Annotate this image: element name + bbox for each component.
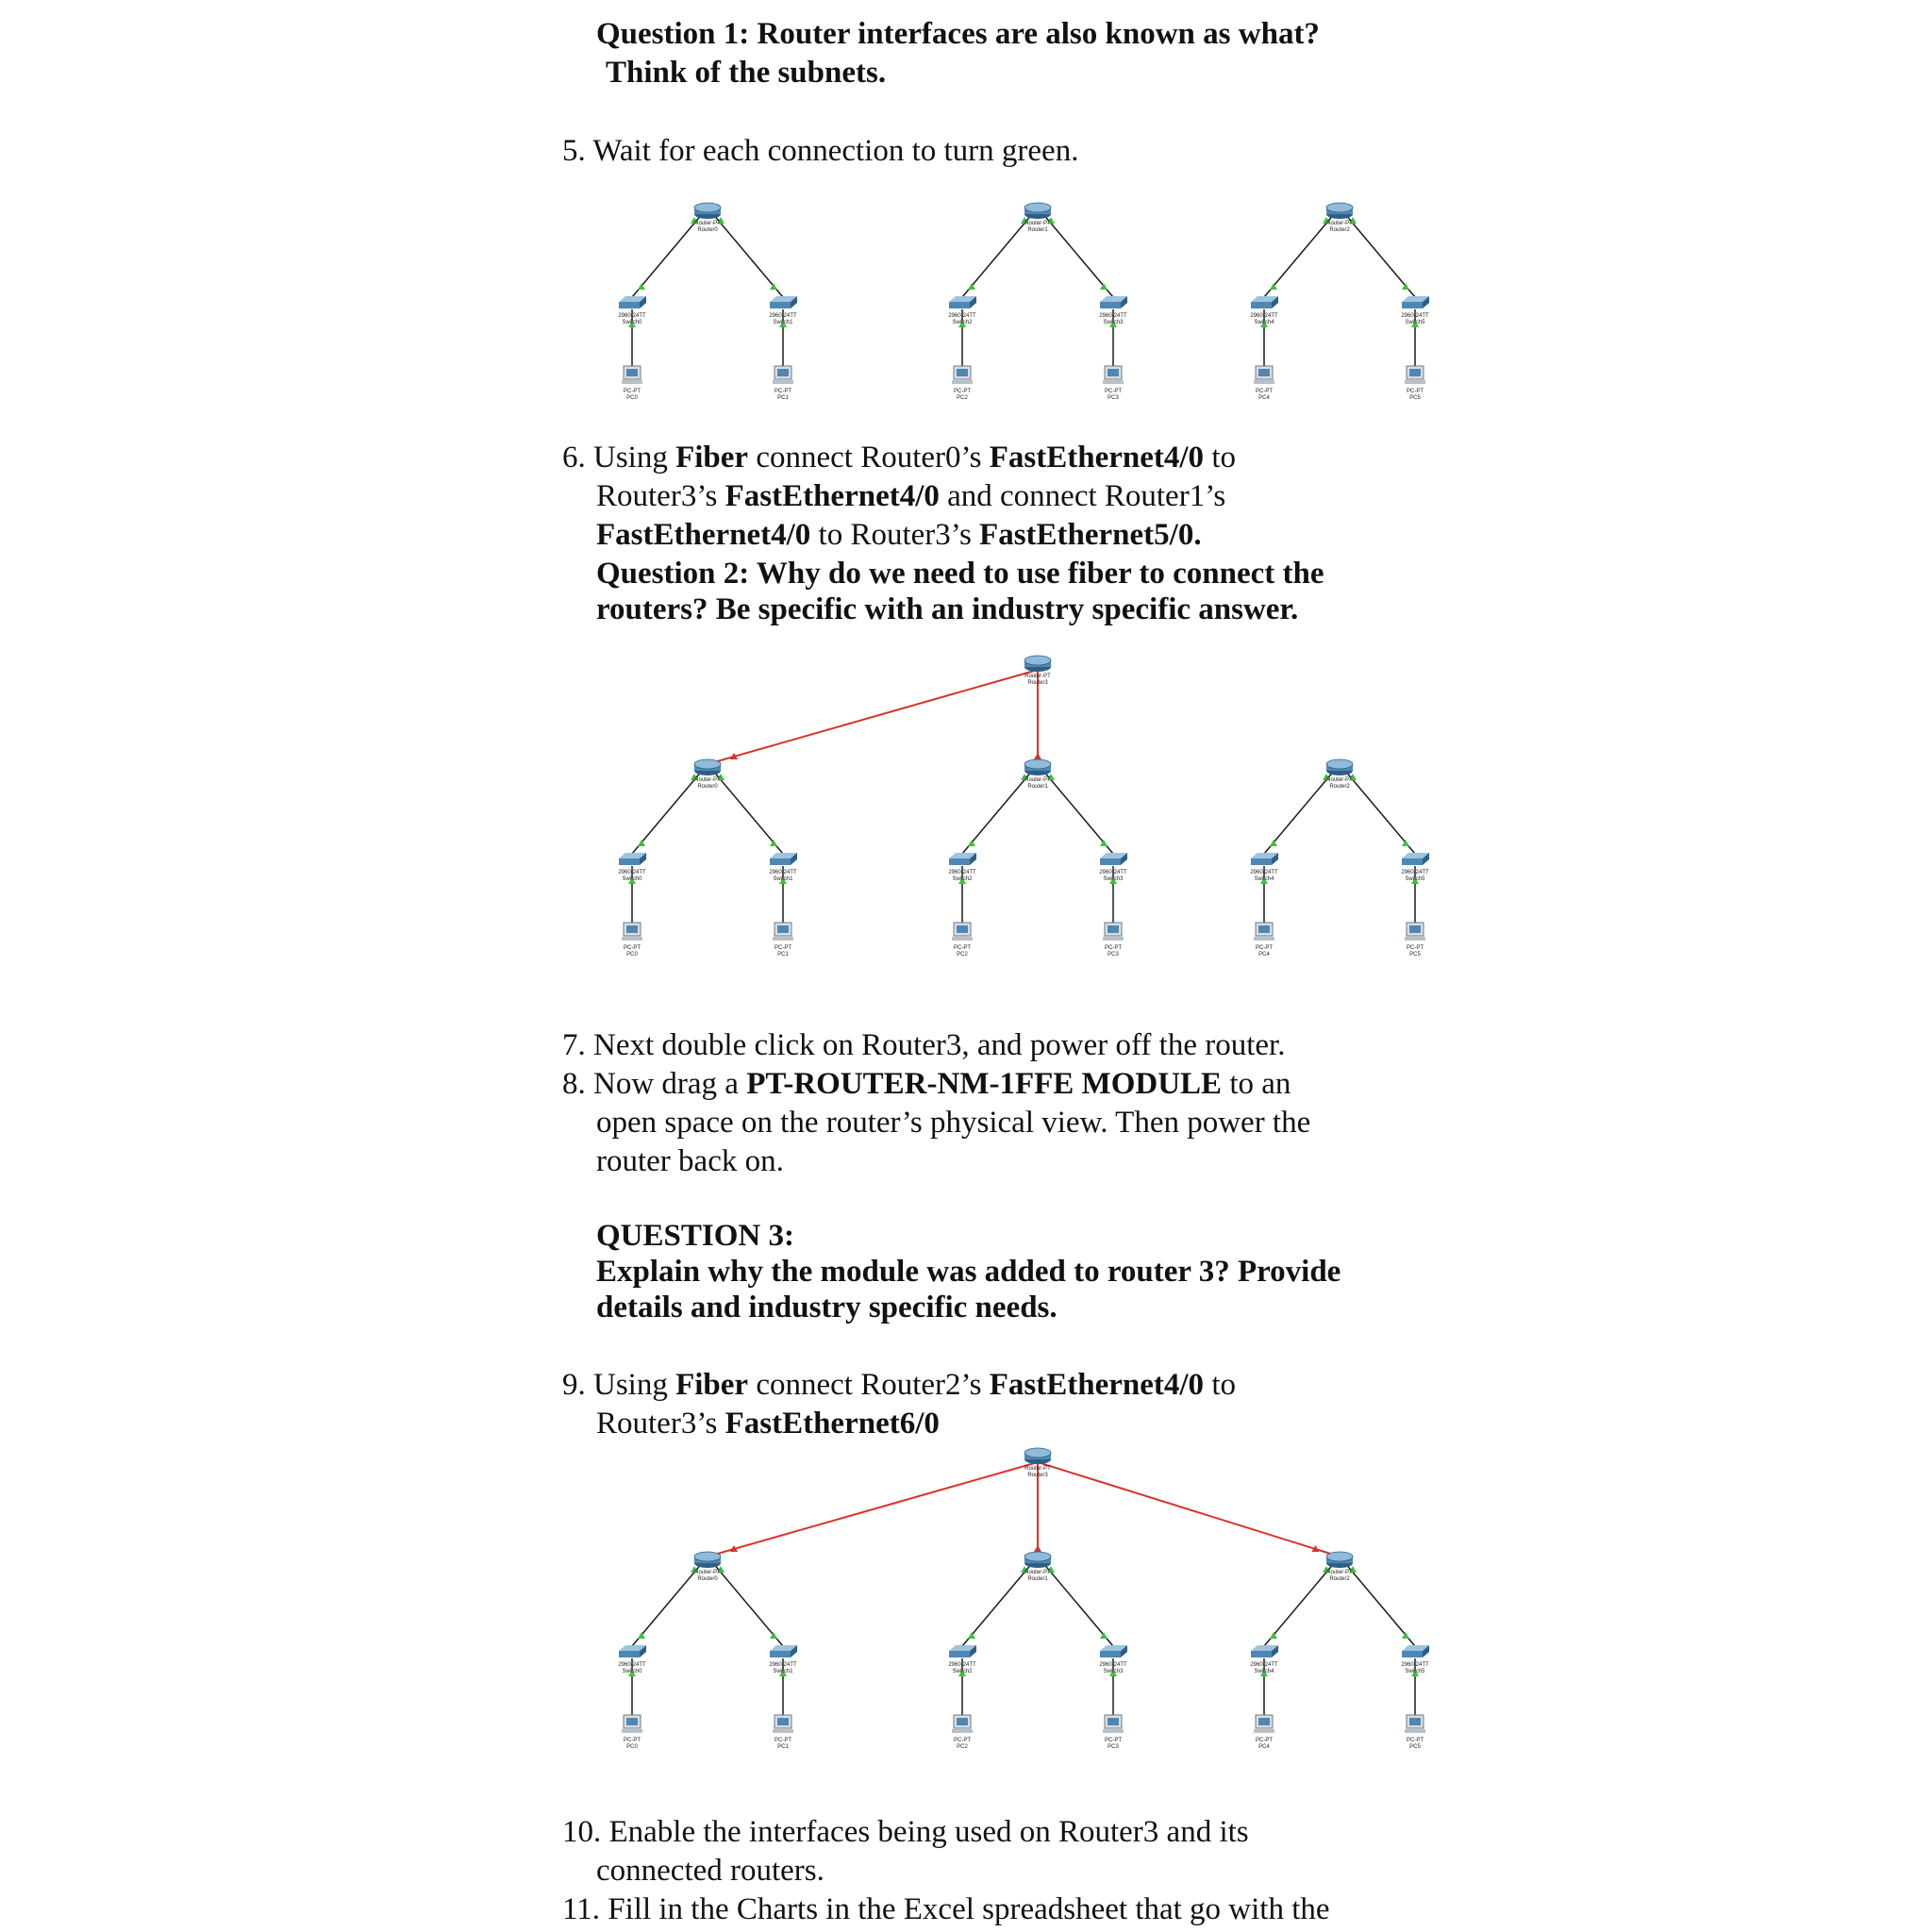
router-icon	[1326, 203, 1353, 212]
pc-label: PC-PT	[1105, 1738, 1122, 1743]
switch-label: Switch4	[1254, 320, 1274, 325]
switch-label: 2960-24TT	[1401, 1662, 1429, 1668]
link-light	[638, 840, 645, 846]
pc-label: PC1	[777, 952, 789, 958]
topology-diagram-1	[566, 189, 1509, 425]
step-8-line-1: 8. Now drag a PT-ROUTER-NM-1FFE MODULE to an	[562, 1067, 1291, 1101]
step-number: 7.	[562, 1028, 586, 1062]
switch-label: 2960-24TT	[948, 1662, 976, 1668]
step-9-line-2: Router3’s FastEthernet6/0	[596, 1407, 940, 1441]
switch-label: Switch0	[622, 1669, 642, 1674]
pc-label: PC2	[957, 395, 968, 401]
step-8-line-3: router back on.	[596, 1144, 784, 1178]
router-label: Router0	[697, 227, 718, 233]
pc-label: PC5	[1409, 952, 1421, 958]
pc-icon	[626, 369, 638, 376]
pc-icon	[1254, 937, 1274, 941]
switch-label: 2960-24TT	[948, 313, 976, 319]
router-label: Router1	[1027, 784, 1048, 790]
switch-label: 2960-24TT	[618, 313, 646, 319]
link-light	[1034, 753, 1041, 759]
pc-label: PC-PT	[774, 1738, 791, 1743]
switch-icon	[949, 1651, 970, 1657]
pc-label: PC-PT	[624, 389, 641, 394]
pc-icon	[1254, 1729, 1274, 1733]
step-number: 11.	[562, 1892, 601, 1926]
router-icon	[694, 759, 721, 769]
pc-icon	[1103, 380, 1124, 384]
switch-label: Switch4	[1254, 876, 1274, 882]
pc-label: PC0	[626, 395, 638, 401]
switch-label: Switch0	[622, 320, 642, 325]
pc-icon	[1258, 369, 1270, 376]
link-light	[638, 1632, 645, 1639]
link-light	[1100, 1632, 1108, 1639]
pc-icon	[777, 925, 789, 933]
router-icon	[1326, 1552, 1353, 1561]
step-text: Next double click on Router3, and power off the router.	[593, 1028, 1286, 1062]
switch-label: Switch3	[1103, 876, 1124, 882]
pc-icon	[957, 925, 968, 933]
pc-icon	[1108, 369, 1119, 376]
pc-label: PC3	[1108, 952, 1119, 958]
switch-icon	[1402, 1651, 1423, 1657]
pc-label: PC3	[1108, 395, 1119, 401]
pc-icon	[777, 369, 789, 376]
router-icon	[1024, 1448, 1051, 1457]
fiber-link	[708, 1462, 1038, 1557]
switch-icon	[1251, 1651, 1272, 1657]
pc-icon	[622, 380, 642, 384]
pc-label: PC-PT	[1407, 389, 1424, 394]
question-1-line-2: Think of the subnets.	[606, 56, 887, 90]
pc-icon	[626, 1718, 638, 1725]
question-3-line-1: Explain why the module was added to router 3? Provide	[596, 1255, 1341, 1289]
link-light	[770, 1632, 777, 1639]
link-light	[1402, 283, 1409, 290]
switch-label: 2960-24TT	[1401, 313, 1429, 319]
router-label: Router-PT	[1024, 1570, 1051, 1575]
pc-icon	[1409, 1718, 1421, 1725]
switch-label: Switch3	[1103, 1669, 1124, 1674]
pc-label: PC-PT	[624, 1738, 641, 1743]
router-label: Router-PT	[694, 1570, 721, 1575]
step-8-line-2: open space on the router’s physical view. Then power the	[596, 1106, 1311, 1140]
topology-diagram-3	[566, 1434, 1509, 1811]
pc-icon	[1405, 380, 1425, 384]
pc-icon	[1405, 937, 1425, 941]
link-light	[968, 1632, 975, 1639]
pc-label: PC-PT	[954, 1738, 971, 1743]
pc-label: PC-PT	[1407, 945, 1424, 951]
pc-label: PC4	[1258, 395, 1270, 401]
router-label: Router-PT	[1024, 221, 1051, 226]
switch-label: Switch5	[1405, 320, 1425, 325]
switch-label: 2960-24TT	[1099, 870, 1127, 875]
switch-label: 2960-24TT	[1099, 313, 1127, 319]
switch-label: Switch0	[622, 876, 642, 882]
router-label: Router0	[697, 1576, 718, 1582]
pc-icon	[957, 369, 968, 376]
pc-icon	[626, 925, 638, 933]
step-10-line-2: connected routers.	[596, 1854, 824, 1888]
switch-icon	[1402, 302, 1423, 308]
switch-label: 2960-24TT	[1250, 870, 1278, 875]
switch-label: Switch2	[952, 1669, 973, 1674]
pc-icon	[1409, 925, 1421, 933]
pc-label: PC-PT	[624, 945, 641, 951]
switch-label: 2960-24TT	[948, 870, 976, 875]
pc-icon	[1108, 925, 1119, 933]
switch-label: 2960-24TT	[769, 870, 797, 875]
pc-icon	[1254, 380, 1274, 384]
switch-label: 2960-24TT	[769, 313, 797, 319]
pc-icon	[777, 1718, 789, 1725]
switch-label: Switch1	[773, 876, 793, 882]
link-light	[1100, 840, 1108, 846]
pc-icon	[1108, 1718, 1119, 1725]
step-number: 9.	[562, 1368, 586, 1402]
pc-icon	[1409, 369, 1421, 376]
pc-icon	[773, 1729, 793, 1733]
step-6-line-2: Router3’s FastEthernet4/0 and connect Router1’s	[596, 479, 1226, 513]
switch-label: Switch2	[952, 320, 973, 325]
switch-label: Switch1	[773, 1669, 793, 1674]
router-icon	[1024, 759, 1051, 769]
switch-label: Switch5	[1405, 1669, 1425, 1674]
router-label: Router-PT	[1024, 1466, 1051, 1472]
pc-label: PC-PT	[774, 389, 791, 394]
router-icon	[1024, 1552, 1051, 1561]
switch-icon	[1251, 858, 1272, 865]
router-icon	[1024, 656, 1051, 665]
switch-icon	[770, 1651, 791, 1657]
switch-label: Switch1	[773, 320, 793, 325]
fiber-link	[708, 670, 1038, 764]
step-text: Wait for each connection to turn green.	[592, 134, 1079, 168]
switch-label: 2960-24TT	[618, 1662, 646, 1668]
router-label: Router-PT	[1024, 674, 1051, 679]
switch-icon	[619, 1651, 640, 1657]
router-icon	[694, 1552, 721, 1561]
link-light	[770, 283, 777, 290]
switch-icon	[1100, 1651, 1121, 1657]
router-label: Router-PT	[1024, 777, 1051, 783]
switch-label: 2960-24TT	[1401, 870, 1429, 875]
pc-icon	[1258, 925, 1270, 933]
step-7	[562, 1026, 1285, 1065]
pc-icon	[1405, 1729, 1425, 1733]
link-light	[1270, 1632, 1277, 1639]
router-icon	[1326, 759, 1353, 769]
pc-icon	[1103, 1729, 1124, 1733]
link-light	[968, 840, 975, 846]
switch-icon	[1100, 858, 1121, 865]
step-9-line-1: 9. Using Fiber connect Router2’s FastEthernet4/0 to	[562, 1368, 1236, 1402]
switch-label: 2960-24TT	[1250, 1662, 1278, 1668]
step-11: 11. Fill in the Charts in the Excel spreadsheet that go with the	[562, 1892, 1330, 1926]
pc-label: PC3	[1108, 1744, 1119, 1750]
pc-icon	[957, 1718, 968, 1725]
pc-label: PC-PT	[954, 945, 971, 951]
topology-diagram-2	[566, 641, 1509, 1019]
switch-icon	[1402, 858, 1423, 865]
pc-label: PC-PT	[1256, 389, 1273, 394]
pc-icon	[952, 937, 973, 941]
question-2-line-2: routers? Be specific with an industry specific answer.	[596, 592, 1299, 626]
router-label: Router1	[1027, 1576, 1048, 1582]
step-5	[562, 132, 1078, 171]
router-label: Router0	[697, 784, 718, 790]
step-10-line-1: 10. Enable the interfaces being used on Router3 and its	[562, 1815, 1249, 1849]
link-light	[1402, 840, 1409, 846]
pc-icon	[952, 380, 973, 384]
question-3-title: QUESTION 3:	[596, 1219, 794, 1253]
pc-label: PC0	[626, 952, 638, 958]
pc-label: PC0	[626, 1744, 638, 1750]
switch-icon	[1100, 302, 1121, 308]
switch-icon	[949, 858, 970, 865]
switch-icon	[770, 302, 791, 308]
router-label: Router1	[1027, 227, 1048, 233]
question-3-line-2: details and industry specific needs.	[596, 1291, 1058, 1324]
router-label: Router2	[1329, 784, 1350, 790]
router-label: Router-PT	[1326, 221, 1353, 226]
link-light	[1270, 283, 1277, 290]
pc-label: PC1	[777, 395, 789, 401]
pc-label: PC2	[957, 952, 968, 958]
pc-label: PC-PT	[1105, 389, 1122, 394]
pc-icon	[952, 1729, 973, 1733]
fiber-link	[1038, 1462, 1340, 1557]
pc-label: PC-PT	[1105, 945, 1122, 951]
pc-icon	[773, 937, 793, 941]
router-label: Router-PT	[1326, 1570, 1353, 1575]
router-label: Router2	[1329, 1576, 1350, 1582]
switch-icon	[770, 858, 791, 865]
pc-label: PC-PT	[1256, 1738, 1273, 1743]
step-number: 10.	[562, 1815, 602, 1849]
router-label: Router2	[1329, 227, 1350, 233]
switch-label: 2960-24TT	[769, 1662, 797, 1668]
router-label: Router3	[1027, 1473, 1048, 1478]
question-1-line-1: Question 1: Router interfaces are also known as what?	[596, 17, 1320, 51]
pc-label: PC1	[777, 1744, 789, 1750]
pc-label: PC-PT	[954, 389, 971, 394]
link-light	[638, 283, 645, 290]
pc-label: PC-PT	[774, 945, 791, 951]
link-light	[770, 840, 777, 846]
pc-label: PC5	[1409, 1744, 1421, 1750]
router-label: Router-PT	[1326, 777, 1353, 783]
pc-label: PC4	[1258, 1744, 1270, 1750]
switch-icon	[619, 302, 640, 308]
step-6-line-3: FastEthernet4/0 to Router3’s FastEthernet5/0.	[596, 518, 1202, 552]
pc-icon	[1258, 1718, 1270, 1725]
router-icon	[1024, 203, 1051, 212]
pc-icon	[773, 380, 793, 384]
switch-label: 2960-24TT	[618, 870, 646, 875]
router-label: Router-PT	[694, 777, 721, 783]
pc-icon	[1103, 937, 1124, 941]
switch-label: 2960-24TT	[1250, 313, 1278, 319]
step-6-line-1: 6. Using Fiber connect Router0’s FastEthernet4/0 to	[562, 441, 1236, 475]
pc-label: PC-PT	[1256, 945, 1273, 951]
router-label: Router-PT	[694, 221, 721, 226]
link-light	[968, 283, 975, 290]
pc-label: PC2	[957, 1744, 968, 1750]
step-number: 5.	[562, 134, 586, 168]
switch-label: Switch4	[1254, 1669, 1274, 1674]
switch-label: 2960-24TT	[1099, 1662, 1127, 1668]
question-2-line-1: Question 2: Why do we need to use fiber to connect the	[596, 557, 1324, 591]
pc-label: PC-PT	[1407, 1738, 1424, 1743]
switch-label: Switch5	[1405, 876, 1425, 882]
switch-icon	[619, 858, 640, 865]
switch-label: Switch3	[1103, 320, 1124, 325]
switch-label: Switch2	[952, 876, 973, 882]
pc-label: PC4	[1258, 952, 1270, 958]
link-light	[1100, 283, 1108, 290]
router-icon	[694, 203, 721, 212]
step-number: 6.	[562, 441, 586, 475]
switch-icon	[1251, 302, 1272, 308]
pc-icon	[622, 937, 642, 941]
link-light	[1402, 1632, 1409, 1639]
link-light	[1034, 1545, 1041, 1552]
pc-icon	[622, 1729, 642, 1733]
step-number: 8.	[562, 1067, 586, 1101]
switch-icon	[949, 302, 970, 308]
router-label: Router3	[1027, 680, 1048, 686]
pc-label: PC5	[1409, 395, 1421, 401]
link-light	[1270, 840, 1277, 846]
